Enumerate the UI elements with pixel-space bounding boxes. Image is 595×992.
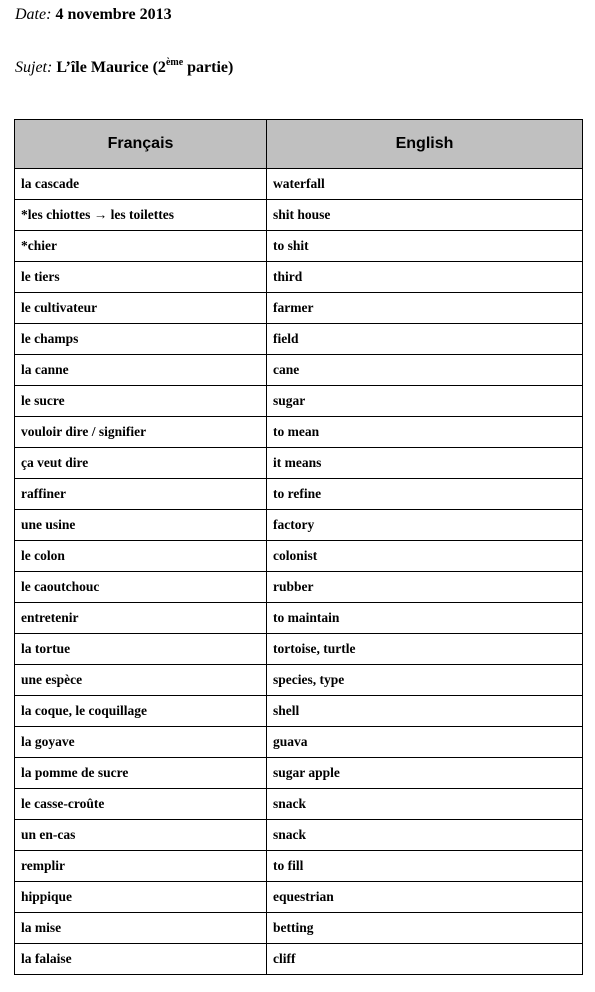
cell-french-term: le champs <box>15 324 267 355</box>
cell-french-term: une espèce <box>15 665 267 696</box>
vocabulary-table-body <box>15 169 583 975</box>
cell-english-term: to maintain <box>267 603 583 634</box>
cell-english-term: sugar apple <box>267 758 583 789</box>
cell-french-term: *chier <box>15 231 267 262</box>
table-row <box>15 293 583 324</box>
cell-french-term: le sucre <box>15 386 267 417</box>
column-header-english: English <box>267 120 583 169</box>
table-row <box>15 789 583 820</box>
cell-french-term: le cultivateur <box>15 293 267 324</box>
cell-english-term: shit house <box>267 200 583 231</box>
date-line <box>15 5 172 25</box>
table-row <box>15 913 583 944</box>
table-row <box>15 758 583 789</box>
table-row <box>15 231 583 262</box>
cell-french-term: le casse-croûte <box>15 789 267 820</box>
cell-french-term: une usine <box>15 510 267 541</box>
cell-french-term: le colon <box>15 541 267 572</box>
cell-french-term: ça veut dire <box>15 448 267 479</box>
table-row <box>15 634 583 665</box>
cell-french-term: remplir <box>15 851 267 882</box>
cell-english-term: tortoise, turtle <box>267 634 583 665</box>
cell-french-term: le tiers <box>15 262 267 293</box>
cell-english-term: sugar <box>267 386 583 417</box>
table-row <box>15 417 583 448</box>
cell-english-term: it means <box>267 448 583 479</box>
date-label: Date: <box>15 6 52 23</box>
table-row <box>15 169 583 200</box>
cell-french-term: le caoutchouc <box>15 572 267 603</box>
table-row <box>15 262 583 293</box>
cell-english-term: waterfall <box>267 169 583 200</box>
cell-english-term: betting <box>267 913 583 944</box>
subject-label: Sujet: <box>15 59 53 76</box>
cell-french-term: la canne <box>15 355 267 386</box>
table-row <box>15 820 583 851</box>
cell-french-term: la pomme de sucre <box>15 758 267 789</box>
cell-english-term: to shit <box>267 231 583 262</box>
cell-french-term: vouloir dire / signifier <box>15 417 267 448</box>
cell-english-term: shell <box>267 696 583 727</box>
cell-french-term: la mise <box>15 913 267 944</box>
cell-english-term: cane <box>267 355 583 386</box>
cell-french-term: la coque, le coquillage <box>15 696 267 727</box>
cell-french-term: entretenir <box>15 603 267 634</box>
date-value: 4 novembre 2013 <box>55 6 172 23</box>
cell-english-term: cliff <box>267 944 583 975</box>
cell-french-term: un en-cas <box>15 820 267 851</box>
cell-french-term: raffiner <box>15 479 267 510</box>
cell-english-term: colonist <box>267 541 583 572</box>
cell-french-term: hippique <box>15 882 267 913</box>
table-row <box>15 572 583 603</box>
table-row <box>15 541 583 572</box>
table-row <box>15 324 583 355</box>
table-row <box>15 696 583 727</box>
subject-line <box>15 58 233 78</box>
cell-english-term: field <box>267 324 583 355</box>
cell-english-term: to fill <box>267 851 583 882</box>
table-row <box>15 355 583 386</box>
table-row <box>15 479 583 510</box>
cell-english-term: to mean <box>267 417 583 448</box>
table-row <box>15 603 583 634</box>
cell-english-term: species, type <box>267 665 583 696</box>
cell-english-term: guava <box>267 727 583 758</box>
cell-english-term: farmer <box>267 293 583 324</box>
cell-french-term: la goyave <box>15 727 267 758</box>
subject-title-superscript: ème <box>165 56 184 68</box>
subject-title <box>56 56 234 76</box>
table-row <box>15 882 583 913</box>
cell-french-term: la cascade <box>15 169 267 200</box>
cell-english-term: factory <box>267 510 583 541</box>
subject-title-end: partie) <box>183 59 234 76</box>
table-row <box>15 386 583 417</box>
cell-english-term: equestrian <box>267 882 583 913</box>
cell-english-term: snack <box>267 789 583 820</box>
cell-english-term: to refine <box>267 479 583 510</box>
column-header-francais: Français <box>15 120 267 169</box>
table-row <box>15 851 583 882</box>
table-row <box>15 727 583 758</box>
cell-english-term: third <box>267 262 583 293</box>
table-row <box>15 510 583 541</box>
table-row <box>15 665 583 696</box>
table-row <box>15 944 583 975</box>
cell-english-term: rubber <box>267 572 583 603</box>
table-header-row <box>15 120 583 169</box>
cell-french-term: la tortue <box>15 634 267 665</box>
vocabulary-table <box>14 119 583 975</box>
cell-english-term: snack <box>267 820 583 851</box>
table-row <box>15 448 583 479</box>
table-row <box>15 200 583 231</box>
cell-french-term: *les chiottes → les toilettes <box>15 200 267 231</box>
subject-title-start: L’île Maurice (2 <box>56 59 166 76</box>
cell-french-term: la falaise <box>15 944 267 975</box>
